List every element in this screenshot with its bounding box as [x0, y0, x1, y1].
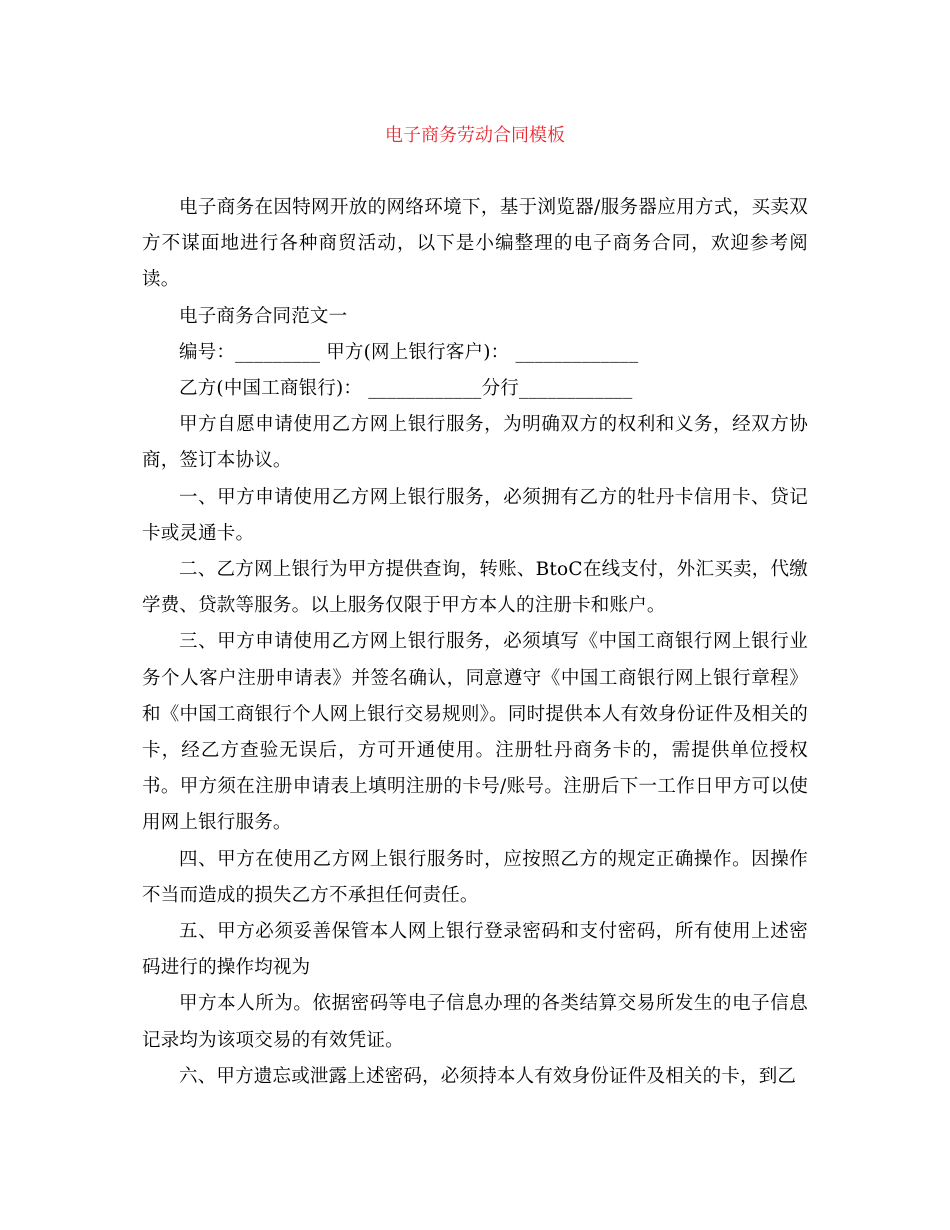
paragraph-clause-1: 一、甲方申请使用乙方网上银行服务，必须拥有乙方的牡丹卡信用卡、贷记卡或灵通卡。 [142, 486, 808, 544]
paragraph-number-party-a: 编号：_________ 甲方(网上银行客户)： _____________ [179, 341, 639, 363]
paragraph-clause-5: 五、甲方必须妥善保管本人网上银行登录密码和支付密码，所有使用上述密码进行的操作均视为 [142, 921, 808, 979]
paragraph-agreement-purpose: 甲方自愿申请使用乙方网上银行服务，为明确双方的权利和义务，经双方协商，签订本协议。 [142, 414, 808, 472]
paragraph-clause-4: 四、甲方在使用乙方网上银行服务时，应按照乙方的规定正确操作。因操作不当而造成的损失乙方不承担任何责任。 [142, 848, 808, 906]
paragraph-sample-heading: 电子商务合同范文一 [179, 305, 348, 327]
document-body [142, 190, 808, 1095]
paragraph-intro: 电子商务在因特网开放的网络环境下，基于浏览器/服务器应用方式，买卖双方不谋面地进行各种商贸活动，以下是小编整理的电子商务合同，欢迎参考阅读。 [142, 197, 808, 291]
paragraph-clause-5-continued: 甲方本人所为。依据密码等电子信息办理的各类结算交易所发生的电子信息记录均为该项交易的有效凭证。 [142, 993, 808, 1051]
paragraph-clause-3: 三、甲方申请使用乙方网上银行服务，必须填写《中国工商银行网上银行业务个人客户注册申请表》并签名确认，同意遵守《中国工商银行网上银行章程》和《中国工商银行个人网上银行交易规则》。同时提供本人有效身份证件及相关的卡，经乙方查验无误后，方可开通使用。注册牡丹商务卡的，需提供单位授权书。甲方须在注册申请表上填明注册的卡号/账号。注册后下一工作日甲方可以使用网上银行服务。 [142, 631, 808, 834]
paragraph-party-b: 乙方(中国工商银行)： ____________分行____________ [179, 378, 633, 400]
document-title: 电子商务劳动合同模板 [385, 125, 565, 146]
paragraph-clause-6: 六、甲方遗忘或泄露上述密码，必须持本人有效身份证件及相关的卡，到乙 [179, 1065, 797, 1087]
paragraph-clause-2: 二、乙方网上银行为甲方提供查询，转账、BtoC在线支付，外汇买卖，代缴学费、贷款等服务。以上服务仅限于甲方本人的注册卡和账户。 [142, 559, 808, 617]
